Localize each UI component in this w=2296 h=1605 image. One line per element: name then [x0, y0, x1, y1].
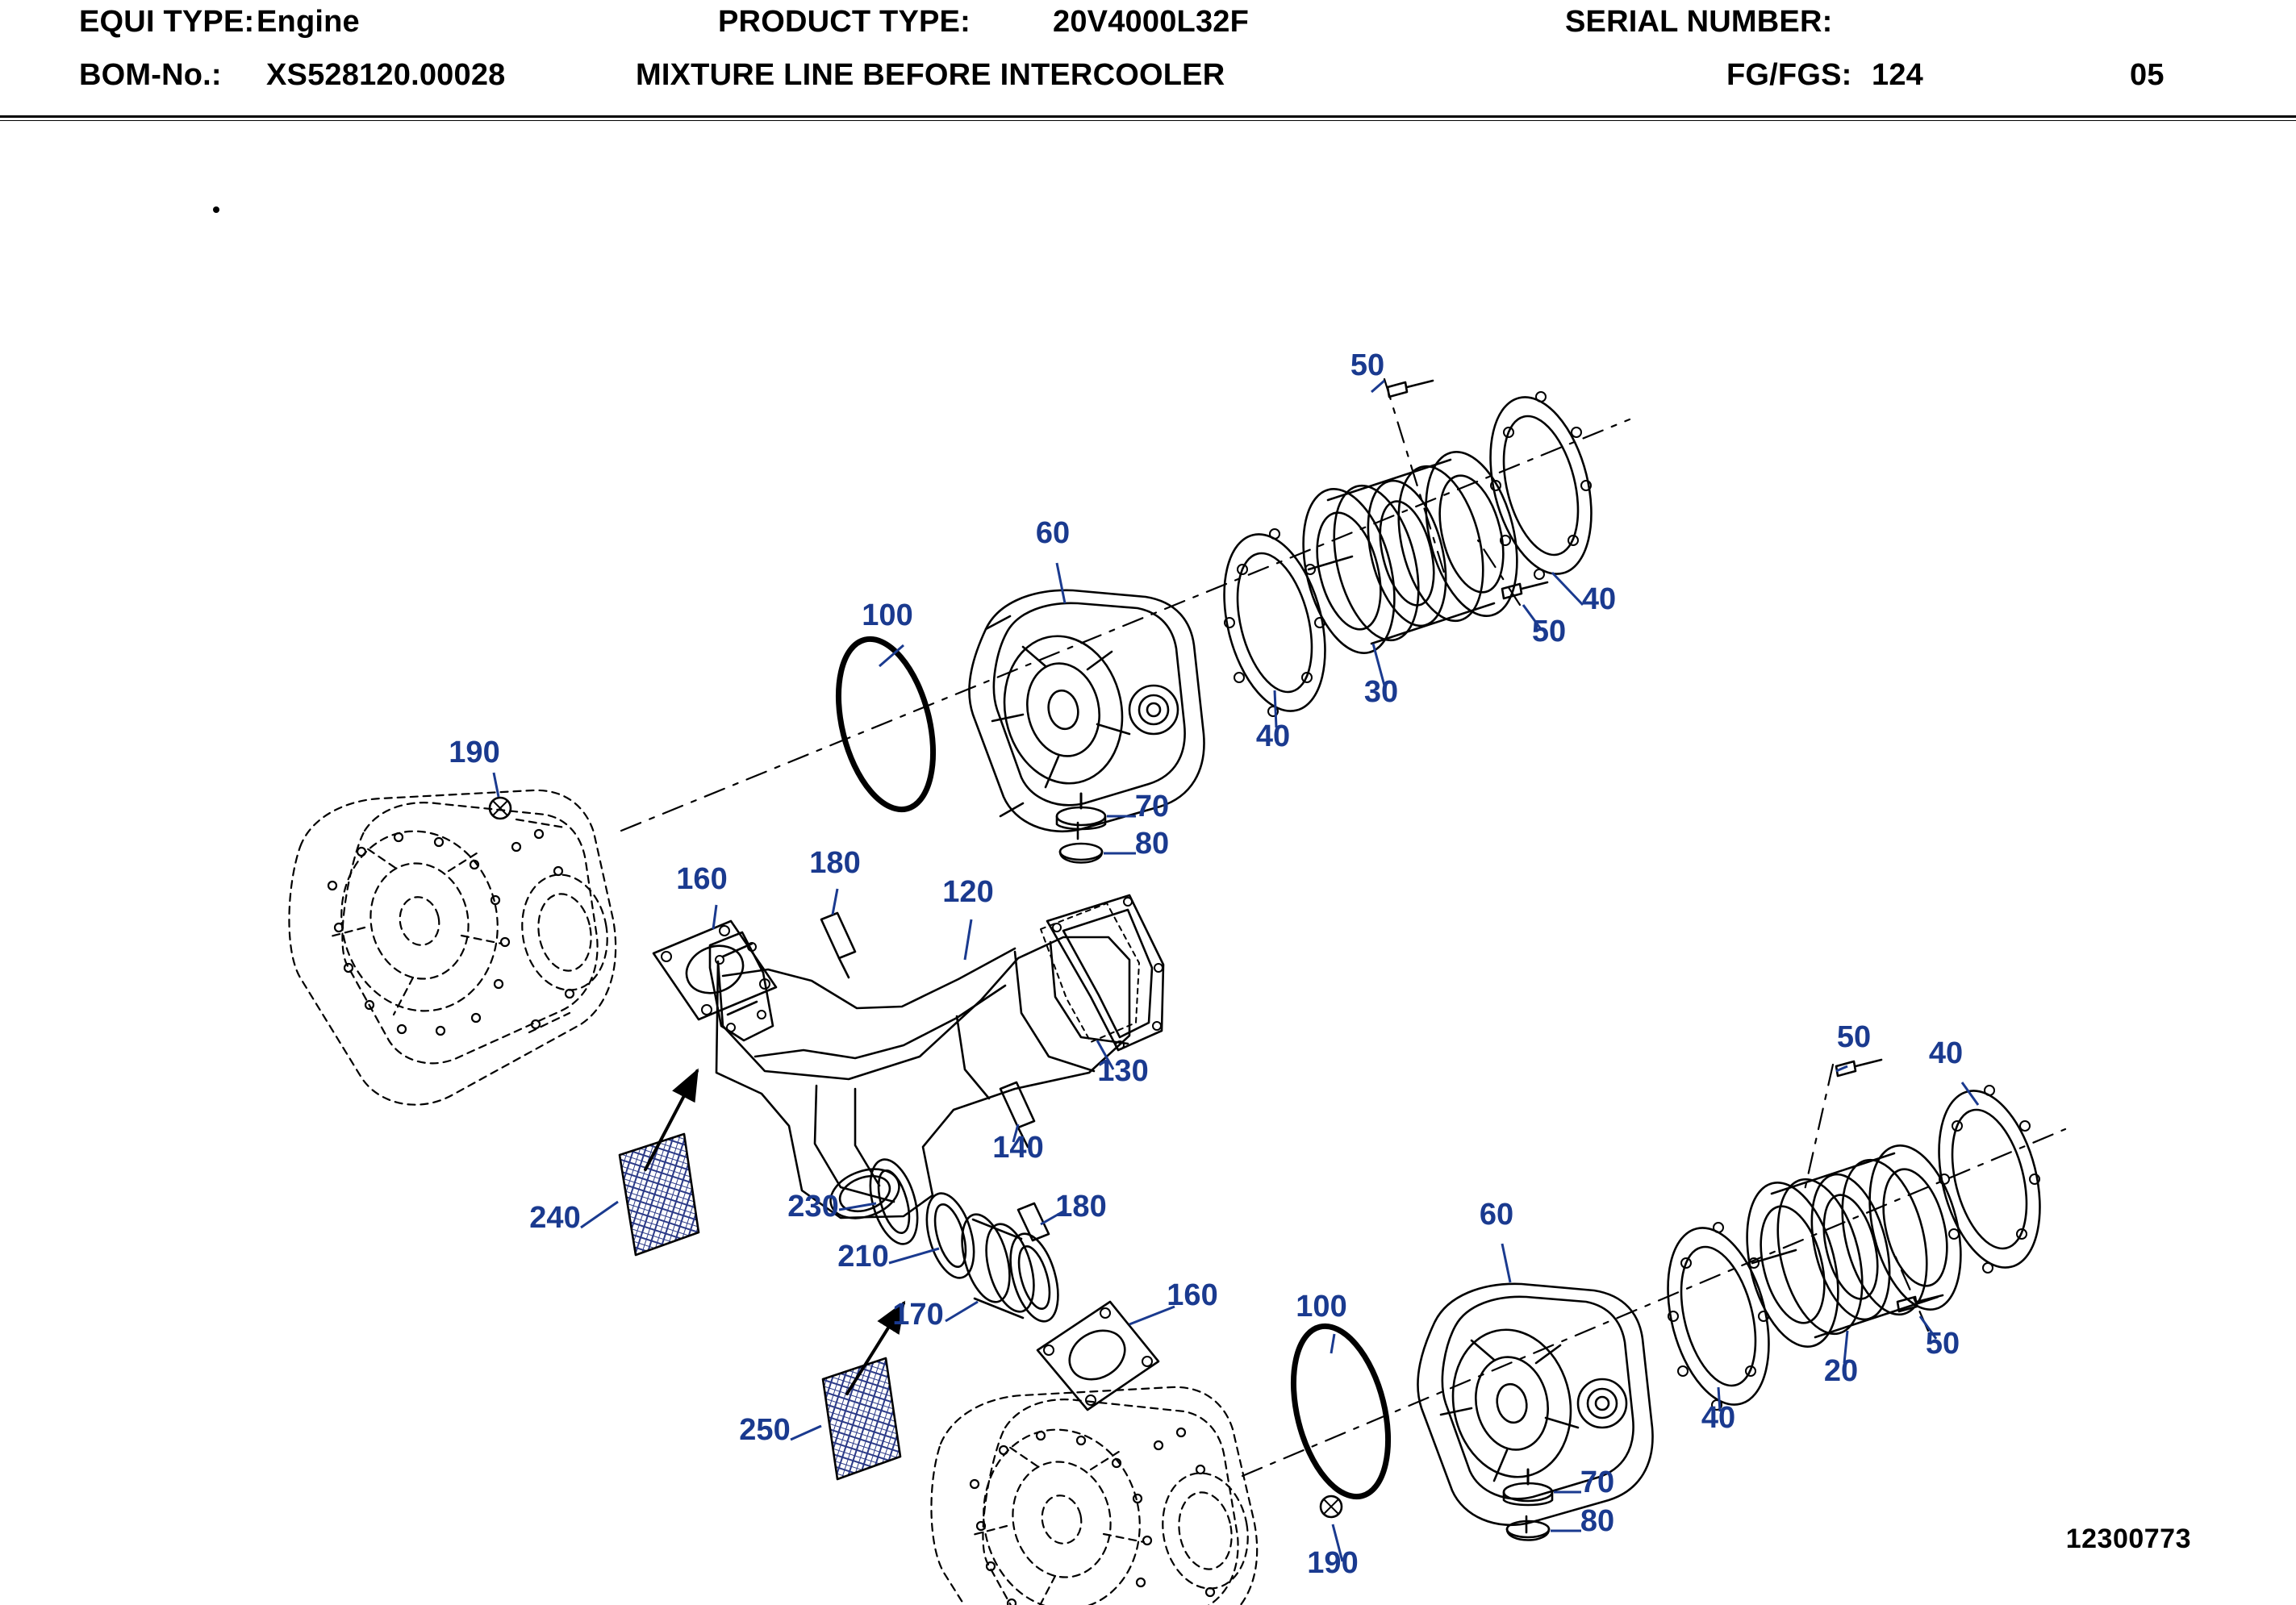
callout-70[interactable]: 70: [1134, 790, 1170, 823]
callout-170[interactable]: 170: [892, 1298, 944, 1332]
turbocharger-upper: [289, 790, 616, 1105]
part-190-plug-upper: [490, 798, 511, 819]
leader-240: [581, 1202, 618, 1228]
turbocharger-lower: [931, 1387, 1257, 1605]
callout-100[interactable]: 100: [1296, 1290, 1347, 1324]
header-divider: [0, 115, 2296, 118]
callout-40[interactable]: 40: [1701, 1401, 1736, 1435]
part-100-o-ring-upper: [822, 629, 949, 819]
callout-50[interactable]: 50: [1350, 348, 1385, 382]
part-40-gasket-lower-right: [1922, 1080, 2057, 1278]
part-130-gasket: [1047, 895, 1163, 1050]
callout-120[interactable]: 120: [942, 875, 994, 909]
serial-number-label: SERIAL NUMBER:: [1565, 5, 1833, 39]
leader-160-up: [713, 905, 716, 929]
part-250-mesh-insert: [823, 1358, 900, 1479]
callout-50[interactable]: 50: [1836, 1020, 1872, 1054]
equi-type-value: Engine: [257, 5, 360, 39]
part-40-gasket-lower-left: [1651, 1217, 1786, 1415]
leader-100-low: [1331, 1334, 1334, 1353]
equi-type-label: EQUI TYPE:: [79, 5, 255, 39]
part-190-plug-lower: [1321, 1496, 1342, 1517]
bom-label: BOM-No.:: [79, 58, 222, 92]
callout-30[interactable]: 30: [1363, 675, 1399, 709]
callout-160[interactable]: 160: [1167, 1278, 1218, 1312]
leader-50-far: [1836, 1066, 1847, 1071]
leader-250: [791, 1426, 821, 1440]
callout-210[interactable]: 210: [837, 1240, 889, 1274]
callout-230[interactable]: 230: [787, 1190, 839, 1224]
drawing-number: 12300773: [2065, 1524, 2191, 1554]
callout-190[interactable]: 190: [1307, 1546, 1359, 1580]
callout-40[interactable]: 40: [1928, 1036, 1964, 1070]
callout-190[interactable]: 190: [449, 736, 500, 769]
leader-60-low: [1502, 1244, 1510, 1282]
part-100-o-ring-lower: [1277, 1316, 1404, 1507]
leader-60-top: [1057, 563, 1065, 603]
part-240-mesh-insert: [620, 1134, 699, 1255]
callout-140[interactable]: 140: [992, 1131, 1044, 1165]
part-210-ring: [918, 1188, 983, 1283]
part-70-lower: [1504, 1470, 1552, 1505]
registration-dot: [213, 206, 219, 213]
callout-180[interactable]: 180: [809, 846, 861, 880]
product-type-label: PRODUCT TYPE:: [718, 5, 971, 39]
title-block-row-2: [0, 58, 2296, 110]
callout-70[interactable]: 70: [1580, 1465, 1615, 1499]
callout-130[interactable]: 130: [1097, 1054, 1149, 1088]
leader-50-top: [1371, 381, 1384, 392]
part-180-stud-upper: [821, 913, 855, 978]
leader-40-far: [1962, 1082, 1978, 1105]
centerline-upper: [621, 379, 1630, 831]
callout-250[interactable]: 250: [739, 1413, 791, 1447]
title-block: [0, 0, 2296, 121]
product-type-value: 20V4000L32F: [1053, 5, 1250, 39]
callout-60[interactable]: 60: [1035, 516, 1071, 550]
callout-50[interactable]: 50: [1925, 1327, 1960, 1361]
part-50-bolt-upper-b: [1502, 582, 1547, 598]
page-number: 05: [2130, 58, 2165, 92]
part-80-upper: [1060, 844, 1102, 863]
callout-40[interactable]: 40: [1581, 582, 1617, 616]
title-block-row-1: [0, 5, 2296, 56]
callout-100[interactable]: 100: [862, 598, 913, 632]
callout-60[interactable]: 60: [1479, 1198, 1514, 1232]
leader-40-right: [1552, 573, 1583, 605]
callout-160[interactable]: 160: [676, 862, 728, 896]
leader-120: [965, 919, 971, 960]
drawing-title: MIXTURE LINE BEFORE INTERCOOLER: [636, 58, 1225, 92]
callout-80[interactable]: 80: [1580, 1504, 1615, 1538]
callout-20[interactable]: 20: [1823, 1354, 1859, 1388]
callout-40[interactable]: 40: [1255, 719, 1291, 753]
part-40-gasket-upper-right: [1474, 386, 1609, 584]
callout-80[interactable]: 80: [1134, 827, 1170, 861]
part-50-bolt-upper-a: [1388, 381, 1433, 397]
callout-50[interactable]: 50: [1531, 615, 1567, 648]
leader-170: [946, 1302, 978, 1321]
fg-fgs-label: FG/FGS:: [1726, 58, 1852, 92]
leader-180-up: [833, 889, 837, 915]
exploded-assembly-drawing: [0, 121, 2296, 1605]
callout-240[interactable]: 240: [529, 1201, 581, 1235]
callout-180[interactable]: 180: [1055, 1190, 1107, 1224]
leader-210: [889, 1249, 939, 1263]
part-60-compressor-housing-lower: [1417, 1284, 1652, 1532]
bom-value: XS528120.00028: [266, 58, 506, 92]
fg-fgs-value: 124: [1872, 58, 1924, 92]
